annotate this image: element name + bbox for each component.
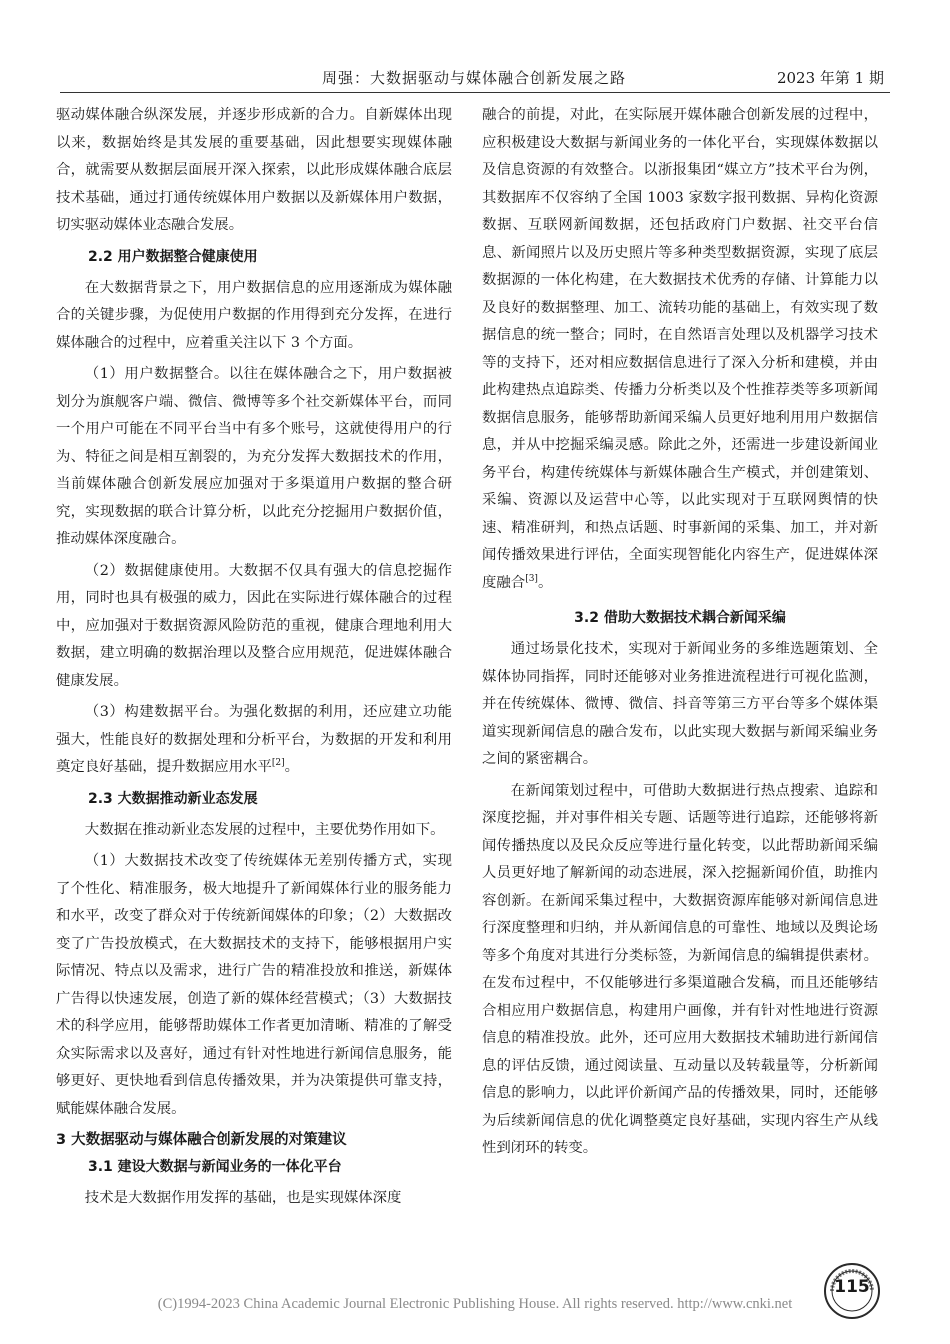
section-heading-3-1: 3.1 建设大数据与新闻业务的一体化平台 bbox=[88, 1159, 342, 1175]
paragraph: （1）大数据技术改变了传统媒体无差别传播方式，实现了个性化、精准服务，极大地提升了新闻媒体行业的服务能力和水平，改变了群众对于传统新闻媒体的印象；（2）大数据改变了广告投放模式，在大数据技术的支持下，能够根据用户实际情况、特点以及需求，进行广告的精准投放和推送，新媒体广告得以快速发展，创造了新的媒体经营模式；（3）大数据技术的科学应用，能够帮助媒体工作者更加清晰、精准的了解受众实际需求以及喜好，通过有针对性地进行新闻信息服务，能够更好、更快地看到信息传播效果，并为决策提供可靠支持，赋能媒体融合发展。 bbox=[56, 853, 452, 1117]
section-heading-2-3: 2.3 大数据推动新业态发展 bbox=[88, 790, 258, 807]
paragraph: 技术是大数据作用发挥的基础，也是实现媒体深度 bbox=[84, 1190, 402, 1206]
copyright-footer: (C)1994-2023 China Academic Journal Electronic Publishing House. All rights reserved. http://www.cnki.net bbox=[157, 1296, 793, 1312]
running-header bbox=[60, 64, 890, 93]
left-column bbox=[56, 102, 452, 1213]
page-number: 115 bbox=[834, 1277, 870, 1297]
citation-ref: [2] bbox=[271, 758, 285, 769]
section-heading-3: 3 大数据驱动与媒体融合创新发展的对策建议 bbox=[56, 1132, 347, 1148]
header-title: 周强：大数据驱动与媒体融合创新发展之路 bbox=[322, 69, 627, 87]
paragraph bbox=[482, 102, 878, 597]
paragraph: （1）用户数据整合。以往在媒体融合之下，用户数据被划分为旗舰客户端、微信、微博等多个社交新媒体平台，而同一个用户可能在不同平台当中有多个账号，这就使得用户的行为、特征之间是相互割裂的，为充分发挥大数据技术的作用，当前媒体融合创新发展应加强对于多渠道用户数据的整合研究，实现数据的联合计算分析，以此充分挖掘用户数据价值，推动媒体深度融合。 bbox=[56, 366, 452, 547]
citation-ref: [3] bbox=[525, 573, 538, 584]
right-column bbox=[482, 102, 878, 1163]
paragraph-text: （3）构建数据平台。为强化数据的利用，还应建立功能强大，性能良好的数据处理和分析平台，为数据的开发和利用奠定良好基础，提升数据应用水平 bbox=[56, 704, 452, 775]
paragraph-end: 。 bbox=[537, 574, 553, 591]
paragraph: 驱动媒体融合纵深发展，并逐步形成新的合力。自新媒体出现以来，数据始终是其发展的重要基础，因此想要实现媒体融合，就需要从数据层面展开深入探索，以此形成媒体融合底层技术基础，通过打通传统媒体用户数据以及新媒体用户数据，切实驱动媒体业态融合发展。 bbox=[56, 107, 452, 233]
paragraph-end: 。 bbox=[284, 759, 300, 775]
paragraph: 大数据在推动新业态发展的过程中，主要优势作用如下。 bbox=[84, 821, 445, 838]
section-heading-2-2: 2.2 用户数据整合健康使用 bbox=[88, 248, 258, 265]
paragraph: 在新闻策划过程中，可借助大数据进行热点搜索、追踪和深度挖掘，并对事件相关专题、话题等进行追踪，还能够将新闻传播热度以及民众反应等进行量化转变，以此帮助新闻采编人员更好地了解新闻的动态进展，深入挖掘新闻价值，助推内容创新。在新闻采集过程中，大数据资源库能够对新闻信息进行深度整理和归纳，并从新闻信息的可靠性、地域以及舆论场等多个角度对其进行分类标签，为新闻信息的编辑提供素材。在发布过程中，不仅能够进行多渠道融合发稿，而且还能够结合相应用户数据信息，构建用户画像，并有针对性地进行资源信息的精准投放。此外，还可应用大数据技术辅助进行新闻信息的评估反馈，通过阅读量、互动量以及转载量等，分析新闻信息的影响力，以此评价新闻产品的传播效果，同时，还能够为后续新闻信息的优化调整奠定良好基础，实现内容生产从线性到闭环的转变。 bbox=[482, 782, 878, 1156]
section-heading-3-2: 3.2 借助大数据技术耦合新闻采编 bbox=[574, 610, 786, 626]
paragraph: 在大数据背景之下，用户数据信息的应用逐渐成为媒体融合的关键步骤，为促使用户数据的作用得到充分发挥，在进行媒体融合的过程中，应着重关注以下 3 个方面。 bbox=[56, 279, 452, 351]
header-issue: 2023 年第 1 期 bbox=[776, 69, 884, 87]
paragraph-text: 融合的前提，对此，在实际展开媒体融合创新发展的过程中，应积极建设大数据与新闻业务的一体化平台，实现媒体数据以及信息资源的有效整合。以浙报集团“媒立方”技术平台为例，其数据库不仅容纳了全国 1003 家数字报刊数据、异构化资源数据、互联网新闻数据，还包括政府门户数据、社交平台信息、新闻照片以及历史照片等多种类型数据资源，实现了底层数据源的一体化构建，在大数据技术优秀的存储、计算能力以及良好的数据整理、加工、流转功能的基础上，有效实现了数据信息的统一整合；同时，在自然语言处理以及机器学习技术等的支持下，还对相应数据信息进行了深入分析和建模，并由此构建热点追踪类、传播力分析类以及个性推荐类等多项新闻数据信息服务，能够帮助新闻采编人员更好地利用用户数据信息，并从中挖掘采编灵感。除此之外，还需进一步建设新闻业务平台，构建传统媒体与新媒体融合生产模式，并创建策划、采编、资源以及运营中心等，以此实现对于互联网舆情的快速、精准研判，和热点话题、时事新闻的采集、加工，并对新闻传播效果进行评估，全面实现智能化内容生产，促进媒体深度融合 bbox=[482, 107, 878, 591]
paragraph bbox=[56, 699, 452, 782]
paragraph: 通过场景化技术，实现对于新闻业务的多维选题策划、全媒体协同指挥，同时还能够对业务推进流程进行可视化监测，并在传统媒体、微博、微信、抖音等第三方平台等多个媒体渠道实现新闻信息的融合发布，以此实现大数据与新闻采编业务之间的紧密耦合。 bbox=[482, 641, 878, 767]
paragraph: （2）数据健康使用。大数据不仅具有强大的信息挖掘作用，同时也具有极强的威力，因此在实际进行媒体融合的过程中，应加强对于数据资源风险防范的重视，健康合理地利用大数据，建立明确的数据治理以及整合应用规范，促进媒体融合健康发展。 bbox=[56, 562, 452, 689]
